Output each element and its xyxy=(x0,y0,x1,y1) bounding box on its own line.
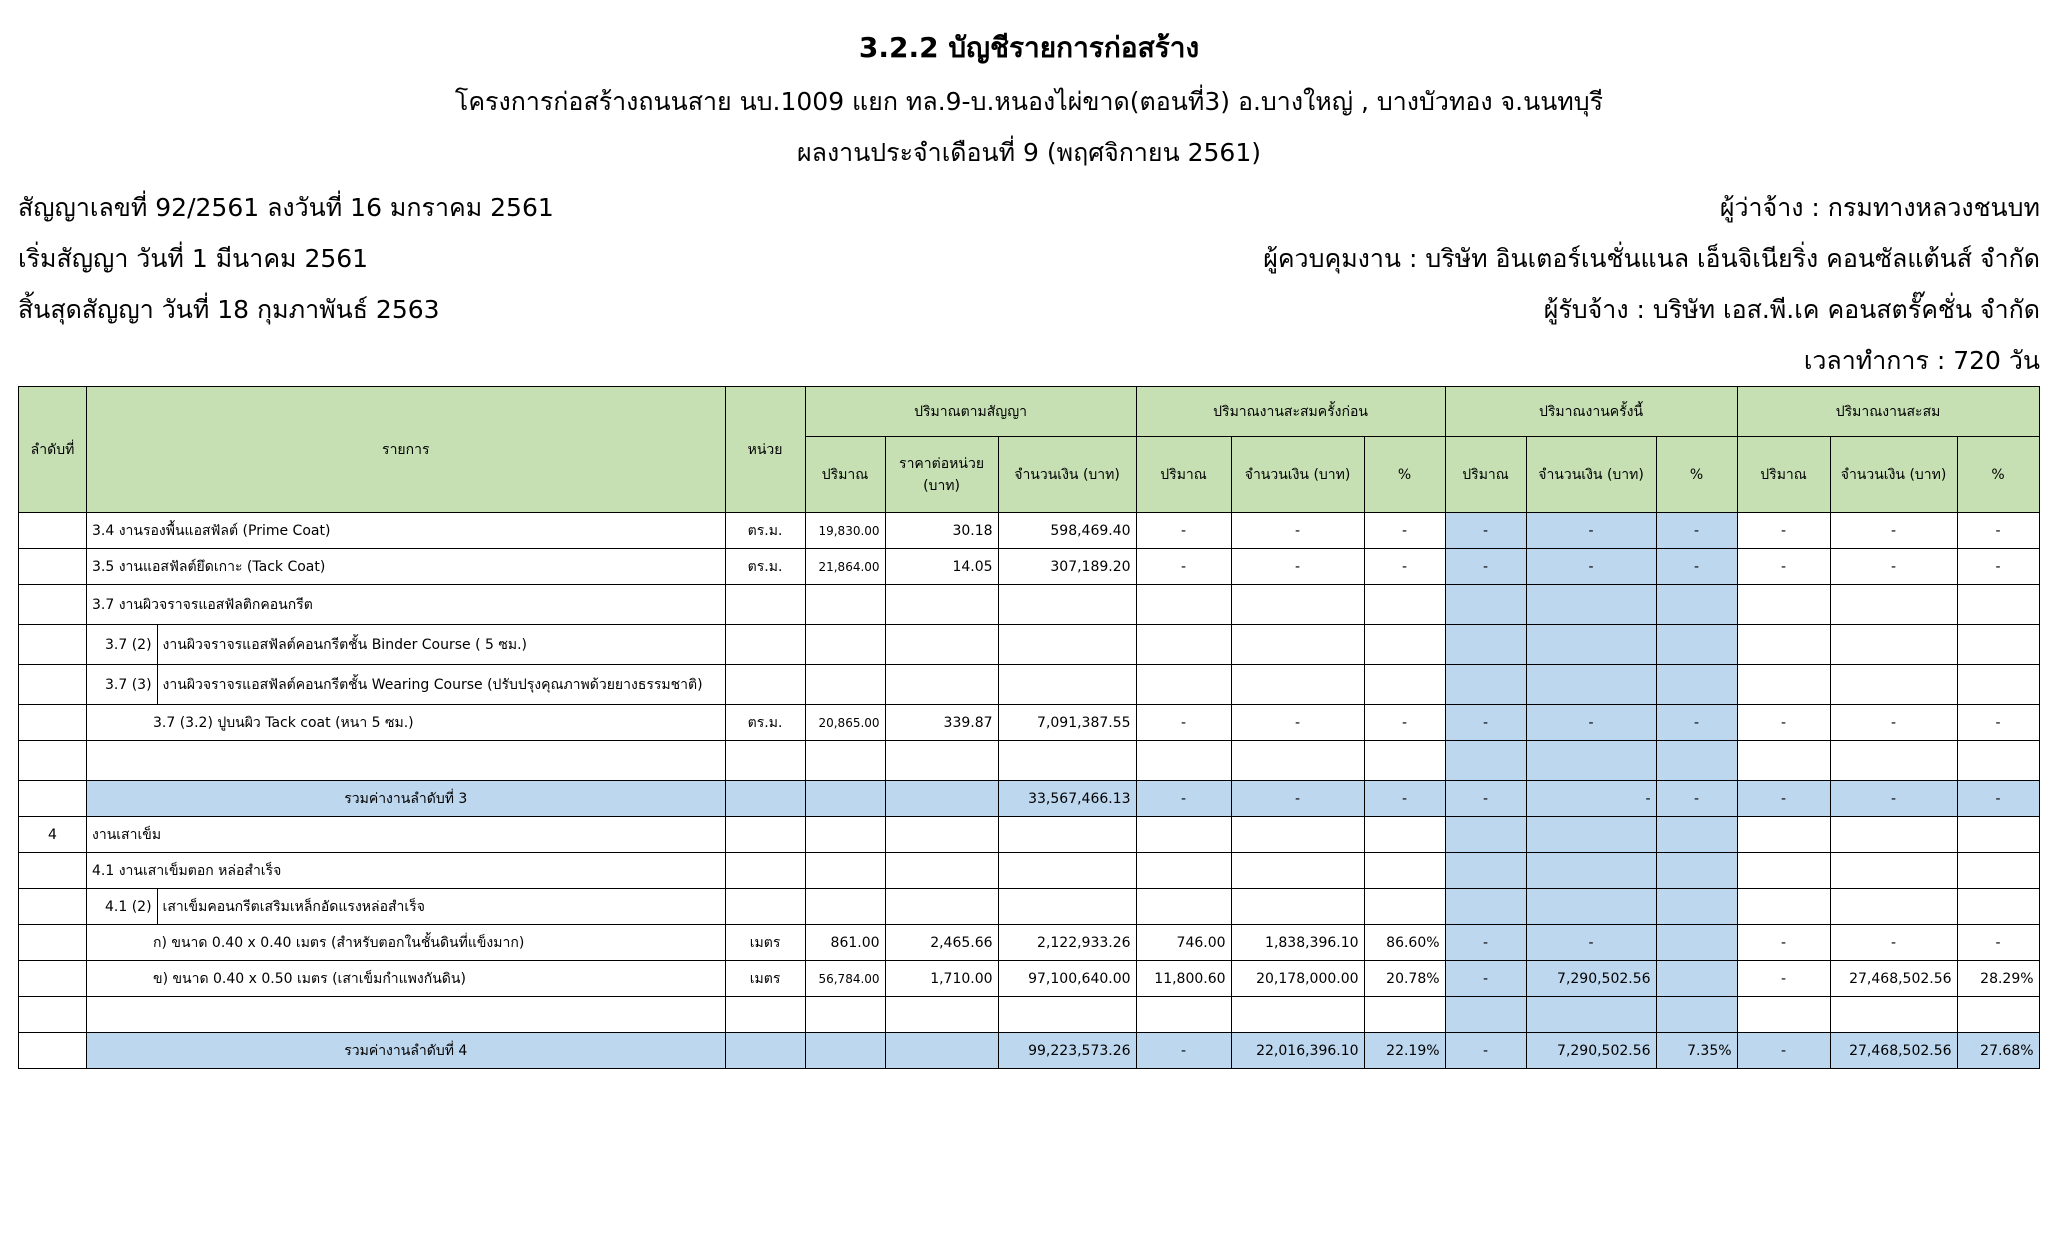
subtotal-label: รวมค่างานลำดับที่ 3 xyxy=(87,781,726,817)
col-unit-header: หน่วย xyxy=(725,387,805,513)
contract-amount: 7,091,387.55 xyxy=(998,705,1136,741)
table-row xyxy=(19,705,2040,741)
current-qty: - xyxy=(1445,513,1526,549)
contract-number: สัญญาเลขที่ 92/2561 ลงวันที่ 16 มกราคม 2561 xyxy=(18,193,554,222)
current-qty: - xyxy=(1445,1033,1526,1069)
current-pct-subheader: % xyxy=(1656,437,1737,513)
contract-amount: 307,189.20 xyxy=(998,549,1136,585)
prev-cumulative-header: ปริมาณงานสะสมครั้งก่อน xyxy=(1136,387,1445,437)
table-row xyxy=(19,549,2040,585)
cum-qty: - xyxy=(1737,925,1830,961)
item-name: ข) ขนาด 0.40 x 0.50 เมตร (เสาเข็มกำแพงกันดิน) xyxy=(87,961,726,997)
item-unit: ตร.ม. xyxy=(725,513,805,549)
cum-qty: - xyxy=(1737,513,1830,549)
cum-amount: - xyxy=(1830,705,1957,741)
prev-amount: 1,838,396.10 xyxy=(1231,925,1364,961)
current-pct: - xyxy=(1656,705,1737,741)
cum-pct: - xyxy=(1957,513,2039,549)
table-row xyxy=(19,741,2040,781)
cumulative-header: ปริมาณงานสะสม xyxy=(1737,387,2039,437)
table-row xyxy=(19,925,2040,961)
cum-qty: - xyxy=(1737,781,1830,817)
prev-amount: - xyxy=(1231,781,1364,817)
report-period: ผลงานประจำเดือนที่ 9 (พฤศจิกายน 2561) xyxy=(796,138,1261,167)
prev-amount: - xyxy=(1231,513,1364,549)
table-row xyxy=(19,961,2040,997)
prev-amount: - xyxy=(1231,549,1364,585)
employer: ผู้ว่าจ้าง : กรมทางหลวงชนบท xyxy=(1719,193,2040,222)
prev-pct-subheader: % xyxy=(1364,437,1445,513)
prev-amount-subheader: จำนวนเงิน (บาท) xyxy=(1231,437,1364,513)
contractor: ผู้รับจ้าง : บริษัท เอส.พี.เค คอนสตรั๊คชั่น จำกัด xyxy=(1543,295,2040,324)
item-unit: เมตร xyxy=(725,961,805,997)
contract-qty: 20,865.00 xyxy=(805,705,885,741)
current-qty: - xyxy=(1445,549,1526,585)
current-pct: 7.35% xyxy=(1656,1033,1737,1069)
unit-price: 30.18 xyxy=(885,513,998,549)
item-code: 4.1 (2) xyxy=(87,889,158,925)
prev-qty-subheader: ปริมาณ xyxy=(1136,437,1231,513)
cum-pct: - xyxy=(1957,549,2039,585)
current-qty-subheader: ปริมาณ xyxy=(1445,437,1526,513)
item-name: งานเสาเข็ม xyxy=(87,817,726,853)
cum-amount: 27,468,502.56 xyxy=(1830,1033,1957,1069)
prev-qty: 746.00 xyxy=(1136,925,1231,961)
current-amount: - xyxy=(1526,925,1656,961)
contract-qty: 19,830.00 xyxy=(805,513,885,549)
current-amount: - xyxy=(1526,549,1656,585)
cum-amount-subheader: จำนวนเงิน (บาท) xyxy=(1830,437,1957,513)
prev-qty: - xyxy=(1136,705,1231,741)
contract-end: สิ้นสุดสัญญา วันที่ 18 กุมภาพันธ์ 2563 xyxy=(18,295,440,324)
table-row xyxy=(19,817,2040,853)
current-qty: - xyxy=(1445,705,1526,741)
prev-qty: - xyxy=(1136,513,1231,549)
prev-pct: 86.60% xyxy=(1364,925,1445,961)
current-qty: - xyxy=(1445,925,1526,961)
document-title: 3.2.2 บัญชีรายการก่อสร้าง xyxy=(858,31,1200,64)
work-duration: เวลาทำการ : 720 วัน xyxy=(1803,346,2040,375)
cum-qty: - xyxy=(1737,1033,1830,1069)
subtotal-label: รวมค่างานลำดับที่ 4 xyxy=(87,1033,726,1069)
cum-amount: - xyxy=(1830,925,1957,961)
table-row xyxy=(19,889,2040,925)
current-amount-subheader: จำนวนเงิน (บาท) xyxy=(1526,437,1656,513)
current-amount: 7,290,502.56 xyxy=(1526,961,1656,997)
prev-pct: - xyxy=(1364,513,1445,549)
item-name: งานผิวจราจรแอสฟัลต์คอนกรีตชั้น Binder Course ( 5 ซม.) xyxy=(157,625,725,665)
contract-amount: 598,469.40 xyxy=(998,513,1136,549)
cum-amount: - xyxy=(1830,781,1957,817)
cum-pct: - xyxy=(1957,705,2039,741)
prev-qty: - xyxy=(1136,781,1231,817)
table-row xyxy=(19,513,2040,549)
cum-pct-subheader: % xyxy=(1957,437,2039,513)
cum-amount: - xyxy=(1830,549,1957,585)
prev-qty: - xyxy=(1136,549,1231,585)
unit-price: 2,465.66 xyxy=(885,925,998,961)
prev-pct: - xyxy=(1364,549,1445,585)
table-row xyxy=(19,665,2040,705)
contract-amount: 2,122,933.26 xyxy=(998,925,1136,961)
item-unit: ตร.ม. xyxy=(725,549,805,585)
cum-amount: 27,468,502.56 xyxy=(1830,961,1957,997)
prev-pct: - xyxy=(1364,781,1445,817)
col-item-header: รายการ xyxy=(87,387,726,513)
supervisor: ผู้ควบคุมงาน : บริษัท อินเตอร์เนชั่นแนล เอ็นจิเนียริ่ง คอนซัลแต้นส์ จำกัด xyxy=(1263,244,2040,273)
table-row xyxy=(19,625,2040,665)
item-name: งานผิวจราจรแอสฟัลต์คอนกรีตชั้น Wearing Course (ปรับปรุงคุณภาพด้วยยางธรรมชาติ) xyxy=(157,665,725,705)
subtotal-row xyxy=(19,781,2040,817)
contract-qty: 21,864.00 xyxy=(805,549,885,585)
contract-qty-subheader: ปริมาณ xyxy=(805,437,885,513)
subtotal-row xyxy=(19,1033,2040,1069)
boq-table xyxy=(18,386,2040,1069)
subtotal-amount: 99,223,573.26 xyxy=(998,1033,1136,1069)
item-name: เสาเข็มคอนกรีตเสริมเหล็กอัดแรงหล่อสำเร็จ xyxy=(157,889,725,925)
item-name: 3.4 งานรองพื้นแอสฟัลต์ (Prime Coat) xyxy=(87,513,726,549)
prev-amount: 22,016,396.10 xyxy=(1231,1033,1364,1069)
current-amount: - xyxy=(1526,781,1656,817)
prev-pct: - xyxy=(1364,705,1445,741)
cum-pct: - xyxy=(1957,781,2039,817)
unit-price: 339.87 xyxy=(885,705,998,741)
item-unit: เมตร xyxy=(725,925,805,961)
item-number: 4 xyxy=(19,817,87,853)
cum-qty: - xyxy=(1737,549,1830,585)
unit-price: 1,710.00 xyxy=(885,961,998,997)
item-code: 3.7 (2) xyxy=(87,625,158,665)
contract-start: เริ่มสัญญา วันที่ 1 มีนาคม 2561 xyxy=(18,244,369,273)
current-pct: - xyxy=(1656,781,1737,817)
prev-qty: - xyxy=(1136,1033,1231,1069)
contract-qty: 861.00 xyxy=(805,925,885,961)
item-name: 4.1 งานเสาเข็มตอก หล่อสำเร็จ xyxy=(87,853,726,889)
contract-amount: 97,100,640.00 xyxy=(998,961,1136,997)
current-pct: - xyxy=(1656,549,1737,585)
subtotal-amount: 33,567,466.13 xyxy=(998,781,1136,817)
unit-price: 14.05 xyxy=(885,549,998,585)
cum-qty-subheader: ปริมาณ xyxy=(1737,437,1830,513)
current-qty: - xyxy=(1445,961,1526,997)
contract-amount-subheader: จำนวนเงิน (บาท) xyxy=(998,437,1136,513)
cum-qty: - xyxy=(1737,705,1830,741)
prev-pct: 22.19% xyxy=(1364,1033,1445,1069)
prev-pct: 20.78% xyxy=(1364,961,1445,997)
cum-pct: - xyxy=(1957,925,2039,961)
item-name: 3.7 งานผิวจราจรแอสฟัลติกคอนกรีต xyxy=(87,585,726,625)
current-pct xyxy=(1656,961,1737,997)
prev-amount: 20,178,000.00 xyxy=(1231,961,1364,997)
current-amount: - xyxy=(1526,705,1656,741)
prev-qty: 11,800.60 xyxy=(1136,961,1231,997)
cum-qty: - xyxy=(1737,961,1830,997)
item-name: ก) ขนาด 0.40 x 0.40 เมตร (สำหรับตอกในชั้นดินที่แข็งมาก) xyxy=(87,925,726,961)
cum-pct: 28.29% xyxy=(1957,961,2039,997)
table-row xyxy=(19,585,2040,625)
table-row xyxy=(19,853,2040,889)
item-unit: ตร.ม. xyxy=(725,705,805,741)
contract-qty: 56,784.00 xyxy=(805,961,885,997)
current-pct xyxy=(1656,925,1737,961)
unit-price-subheader: ราคาต่อหน่วย (บาท) xyxy=(885,437,998,513)
prev-amount: - xyxy=(1231,705,1364,741)
current-qty: - xyxy=(1445,781,1526,817)
project-name: โครงการก่อสร้างถนนสาย นบ.1009 แยก ทล.9-บ.หนองไผ่ขาด(ตอนที่3) อ.บางใหญ่ , บางบัวทอง จ.นนทบุรี xyxy=(454,87,1604,116)
item-name: 3.7 (3.2) ปูบนผิว Tack coat (หนา 5 ซม.) xyxy=(87,705,726,741)
item-name: 3.5 งานแอสฟัลต์ยึดเกาะ (Tack Coat) xyxy=(87,549,726,585)
item-code: 3.7 (3) xyxy=(87,665,158,705)
col-no-header: ลำดับที่ xyxy=(19,387,87,513)
current-amount: - xyxy=(1526,513,1656,549)
cum-amount: - xyxy=(1830,513,1957,549)
table-row xyxy=(19,997,2040,1033)
current-pct: - xyxy=(1656,513,1737,549)
current-period-header: ปริมาณงานครั้งนี้ xyxy=(1445,387,1737,437)
current-amount: 7,290,502.56 xyxy=(1526,1033,1656,1069)
cum-pct: 27.68% xyxy=(1957,1033,2039,1069)
contract-qty-header: ปริมาณตามสัญญา xyxy=(805,387,1136,437)
